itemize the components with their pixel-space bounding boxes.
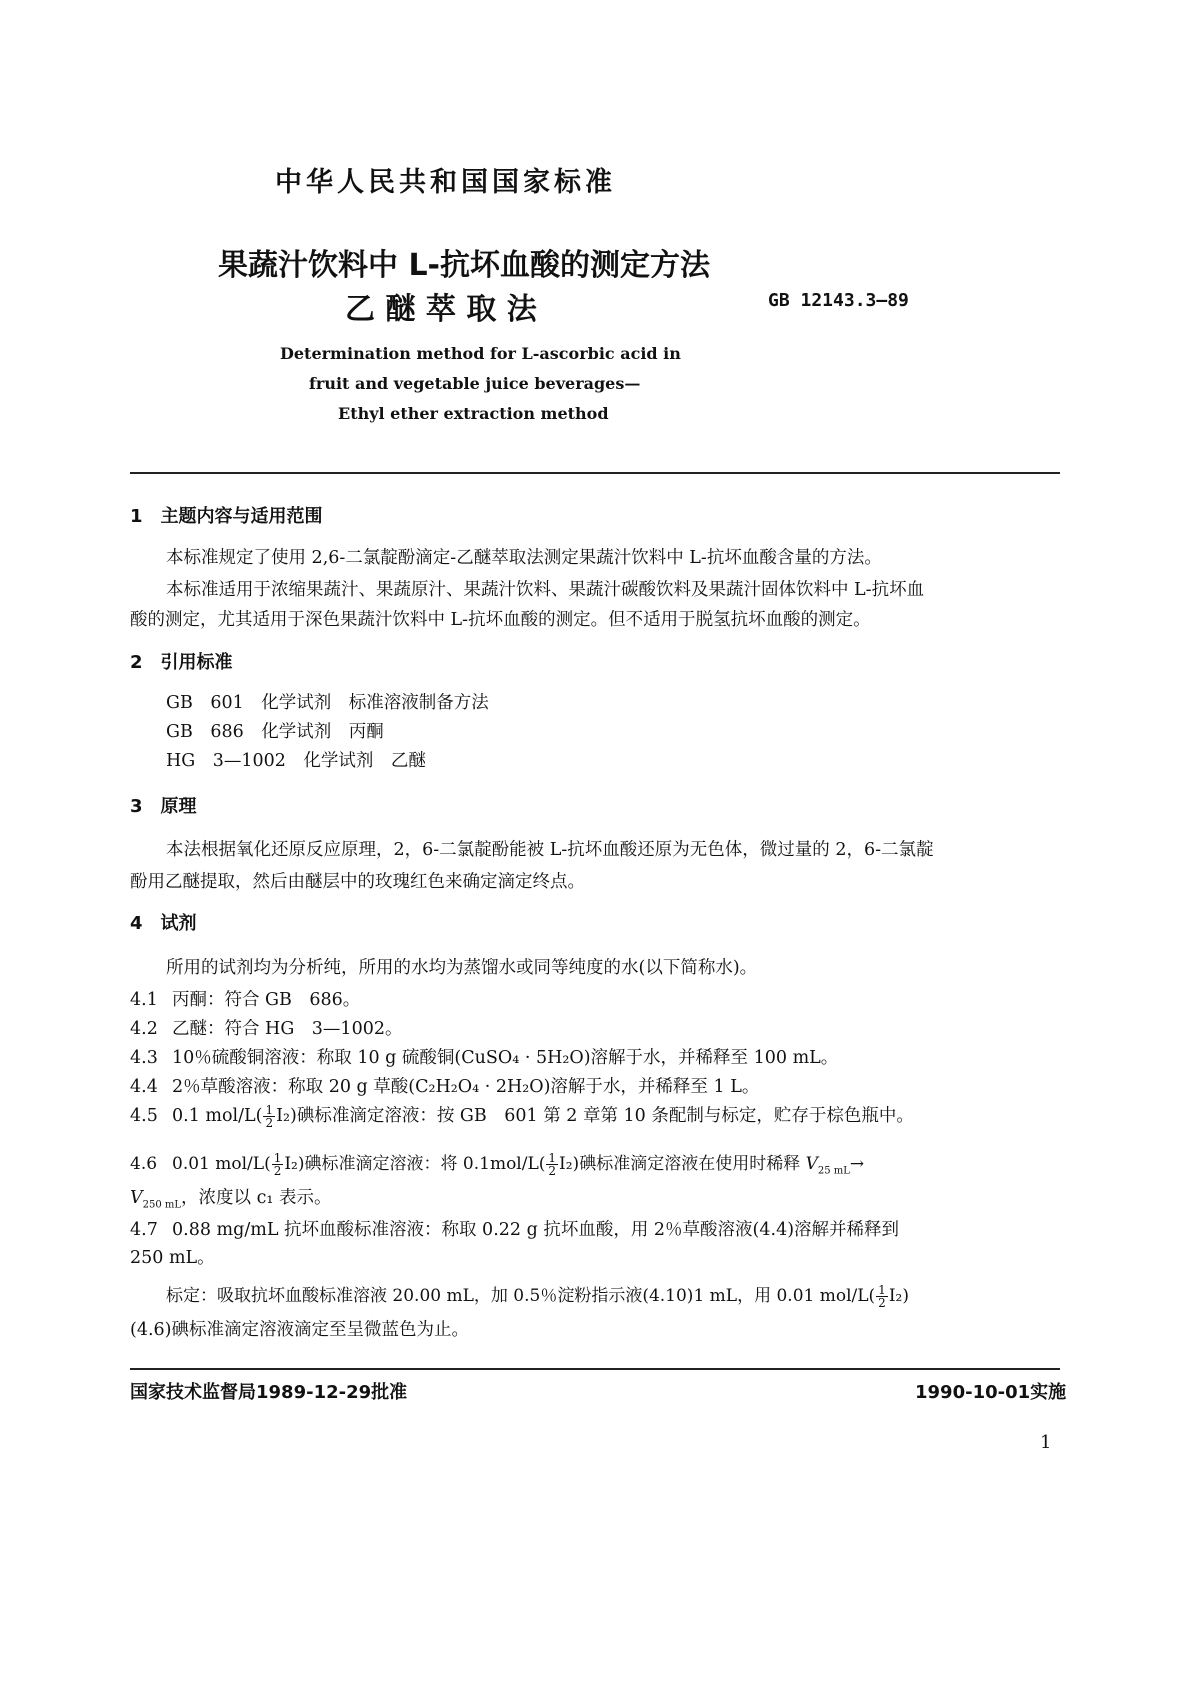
item-text-post: I₂)碘标准滴定溶液在使用时稀释 [559, 1154, 801, 1174]
fraction-numerator: 1 [878, 1283, 886, 1297]
item-number: 4.7 [130, 1220, 158, 1240]
item-text: ，浓度以 c₁ 表示。 [181, 1188, 332, 1208]
english-title-line2: fruit and vegetable juice beverages— [309, 374, 641, 393]
section-3-para-a: 本法根据氧化还原反应原理，2，6-二氯靛酚能被 L-抗坏血酸还原为无色体，微过量的 2，6-二氯靛 [166, 840, 934, 860]
volume-symbol: V [130, 1188, 143, 1208]
item-4-1 [130, 984, 360, 1016]
fraction-one-half [272, 1152, 284, 1177]
item-text-pre: 0.01 mol/L( [172, 1154, 271, 1174]
effective-date: 1990-10-01实施 [915, 1382, 1067, 1403]
item-text-pre: 0.1 mol/L( [172, 1106, 263, 1126]
approval-info: 国家技术监督局1989-12-29批准 [130, 1382, 408, 1403]
section-1-para-2a: 本标准适用于浓缩果蔬汁、果蔬原汁、果蔬汁饮料、果蔬汁碳酸饮料及果蔬汁固体饮料中 L-抗坏血 [166, 580, 925, 600]
english-title-line1: Determination method for L-ascorbic acid in [280, 344, 681, 363]
item-text: 10％硫酸铜溶液：称取 10 g 硫酸铜(CuSO₄ · 5H₂O)溶解于水，并稀释至 100 mL。 [172, 1048, 839, 1068]
item-number: 4.1 [130, 990, 158, 1010]
item-text: 丙酮：符合 GB 686。 [172, 990, 361, 1010]
volume-symbol: V [805, 1154, 818, 1174]
fraction-one-half [546, 1152, 558, 1177]
fraction-one-half [876, 1284, 888, 1309]
reference-item: GB 601 化学试剂 标准溶液制备方法 [166, 693, 489, 713]
item-text-mid: I₂)碘标准滴定溶液：将 0.1mol/L( [284, 1154, 546, 1174]
reference-item: HG 3—1002 化学试剂 乙醚 [166, 751, 426, 771]
item-number: 4.4 [130, 1077, 158, 1097]
doc-title: 果蔬汁饮料中 L-抗坏血酸的测定方法 [218, 248, 711, 283]
item-number: 4.3 [130, 1048, 158, 1068]
page-number: 1 [1040, 1432, 1052, 1453]
calibration-text-pre: 标定：吸取抗坏血酸标准溶液 20.00 mL，加 0.5％淀粉指示液(4.10)1 mL，用 0.01 mol/L( [166, 1286, 876, 1306]
section-2-heading: 2 引用标准 [130, 652, 233, 673]
calibration-line-2: (4.6)碘标准滴定溶液滴定至呈微蓝色为止。 [130, 1320, 469, 1340]
fraction-numerator: 1 [548, 1151, 557, 1165]
calibration-text-post: I₂) [888, 1286, 909, 1306]
section-4-heading: 4 试剂 [130, 913, 197, 934]
item-4-7-line2: 250 mL。 [130, 1248, 215, 1268]
doc-subtitle: 乙 醚 萃 取 法 [345, 292, 537, 327]
item-number: 4.6 [130, 1154, 158, 1174]
fraction-numerator: 1 [265, 1103, 274, 1117]
item-text: 乙醚：符合 HG 3—1002。 [172, 1019, 403, 1039]
item-text: 2％草酸溶液：称取 20 g 草酸(C₂H₂O₄ · 2H₂O)溶解于水，并稀释至 1 L。 [172, 1077, 760, 1097]
item-text-post: I₂)碘标准滴定溶液：按 GB 601 第 2 章第 10 条配制与标定，贮存于棕色瓶中。 [276, 1106, 914, 1126]
item-text: 0.88 mg/mL 抗坏血酸标准溶液：称取 0.22 g 抗坏血酸，用 2％草酸溶液(4.4)溶解并稀释到 [172, 1220, 900, 1240]
item-number: 4.5 [130, 1106, 158, 1126]
section-3-heading: 3 原理 [130, 796, 197, 817]
national-standard-label: 中华人民共和国国家标准 [275, 167, 616, 198]
item-4-5 [130, 1100, 914, 1132]
section-3-para-b: 酚用乙醚提取，然后由醚层中的玫瑰红色来确定滴定终点。 [130, 872, 585, 892]
section-1-para-2b: 酸的测定，尤其适用于深色果蔬汁饮料中 L-抗坏血酸的测定。但不适用于脱氢抗坏血酸的测定。 [130, 610, 871, 630]
volume-subscript: 25 mL [817, 1165, 850, 1177]
fraction-denominator: 2 [273, 1164, 282, 1178]
fraction-denominator: 2 [265, 1116, 274, 1130]
english-title-line3: Ethyl ether extraction method [338, 404, 609, 423]
calibration-line-1 [166, 1280, 909, 1312]
header-divider [130, 472, 1060, 474]
section-4-intro: 所用的试剂均为分析纯，所用的水均为蒸馏水或同等纯度的水(以下简称水)。 [166, 958, 758, 978]
item-4-7 [130, 1214, 899, 1246]
item-4-4 [130, 1071, 759, 1103]
section-1-para-1: 本标准规定了使用 2,6-二氯靛酚滴定-乙醚萃取法测定果蔬汁饮料中 L-抗坏血酸含量的方法。 [166, 548, 882, 568]
standard-code: GB 12143.3—89 [768, 290, 909, 311]
section-1-heading: 1 主题内容与适用范围 [130, 506, 323, 527]
volume-subscript: 250 mL [142, 1199, 182, 1211]
reference-item: GB 686 化学试剂 丙酮 [166, 722, 384, 742]
footer-divider [130, 1368, 1060, 1370]
item-4-2 [130, 1013, 402, 1045]
fraction-denominator: 2 [548, 1164, 557, 1178]
fraction-numerator: 1 [273, 1151, 282, 1165]
item-number: 4.2 [130, 1019, 158, 1039]
fraction-denominator: 2 [878, 1296, 886, 1310]
arrow: → [849, 1154, 865, 1174]
item-4-3 [130, 1042, 838, 1074]
fraction-one-half [263, 1104, 275, 1129]
